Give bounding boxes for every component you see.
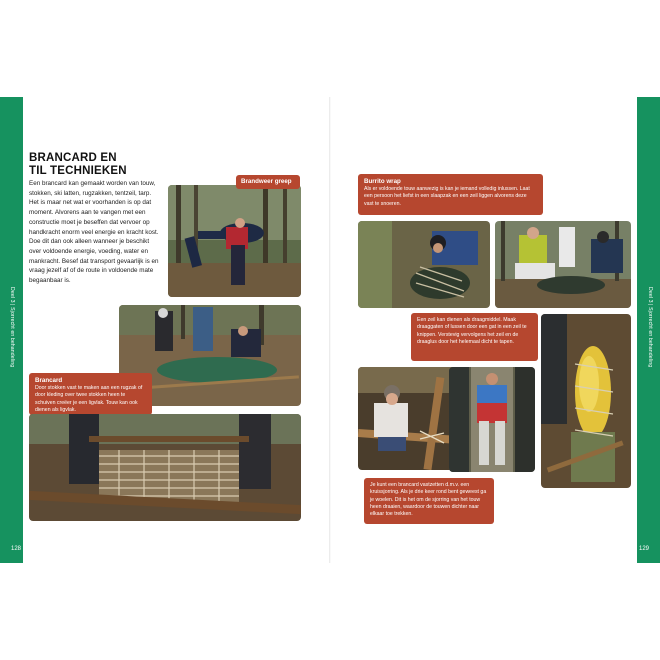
rope-net-stretcher-photo [29, 414, 301, 521]
burrito-wrap-title: Burrito wrap [364, 178, 401, 185]
brancard-caption-title: Brancard [35, 377, 63, 384]
brandweer-greep-title: Brandweer greep [241, 178, 292, 185]
book-gutter [329, 97, 331, 563]
burrito-wrap-caption [358, 174, 543, 215]
right-running-head: Deel 3 | Sjorrecht en behandeling [647, 287, 653, 368]
brancard-caption [29, 373, 152, 415]
wrapped-person-foil-photo [541, 314, 631, 488]
kruissjorring-caption [364, 478, 494, 524]
person-on-stretcher-photo [449, 367, 535, 472]
page-title [29, 152, 127, 178]
right-page-band [637, 97, 660, 563]
right-page-number: 129 [638, 546, 649, 552]
left-page [0, 97, 330, 563]
zeil-draagmiddel-caption [411, 313, 538, 361]
left-running-head: Deel 3 | Sjorrecht en behandeling [9, 287, 15, 368]
burrito-wrap-body: Als er voldoende touw aanwezig is kan je iemand volledig inlussen. Laat een persoon het liefst in een slaapzak en een zeil liggen alvorens deze vast te snoeren. [364, 186, 530, 207]
kruissjorring-caption-body: Je kunt een brancard vastzetten d.m.v. een kruissjorring. Als je drie keer rond bent geweest ga je woelen. Dit is het om de sjorring van het touw heen draaien, waardoor de touwen dichter naar elkaar toe trekken. [370, 482, 487, 518]
intro-text: Een brancard kan gemaakt worden van touw, stokken, ski latten, rugzakken, tentzeil, tarp. Het is maar net wat er voorhanden is op dat moment. Alvorens aan te vangen met een constructie moet je beseffen dat vervoer op handkracht enorm veel energie en kracht kost. Doe dit dan ook alleen wanneer je beschikt over voldoende energie, voeding, water en mankracht. Besef dat transport gevaarlijk is en vraag jezelf af of de route in voldoende mate begaanbaar is. [29, 180, 159, 285]
burrito-wrap-photo-2 [495, 221, 631, 308]
zeil-caption-body: Een zeil kan dienen als draagmiddel. Maak draaggaten of lussen door een gat in een zeil te knippen. Verstevig vervolgens het zeil en de draaglus door het helemaal dicht te tapen. [417, 317, 527, 345]
left-page-band [0, 97, 23, 563]
brancard-caption-body: Door stokken vast te maken aan een rugzak of door kleding over twee stokken heen te schuiven creëer je een ligvlak. Touw kan ook dienen als ligvlak. [35, 385, 143, 413]
page-title-line-1: BRANCARD EN [29, 152, 117, 164]
page-title-line-2: TIL TECHNIEKEN [29, 165, 127, 177]
burrito-wrap-photo-1 [358, 221, 490, 308]
fireman-carry-photo [168, 185, 301, 297]
brandweer-greep-caption [236, 175, 300, 189]
left-page-number: 128 [11, 546, 22, 552]
right-page [330, 97, 660, 563]
